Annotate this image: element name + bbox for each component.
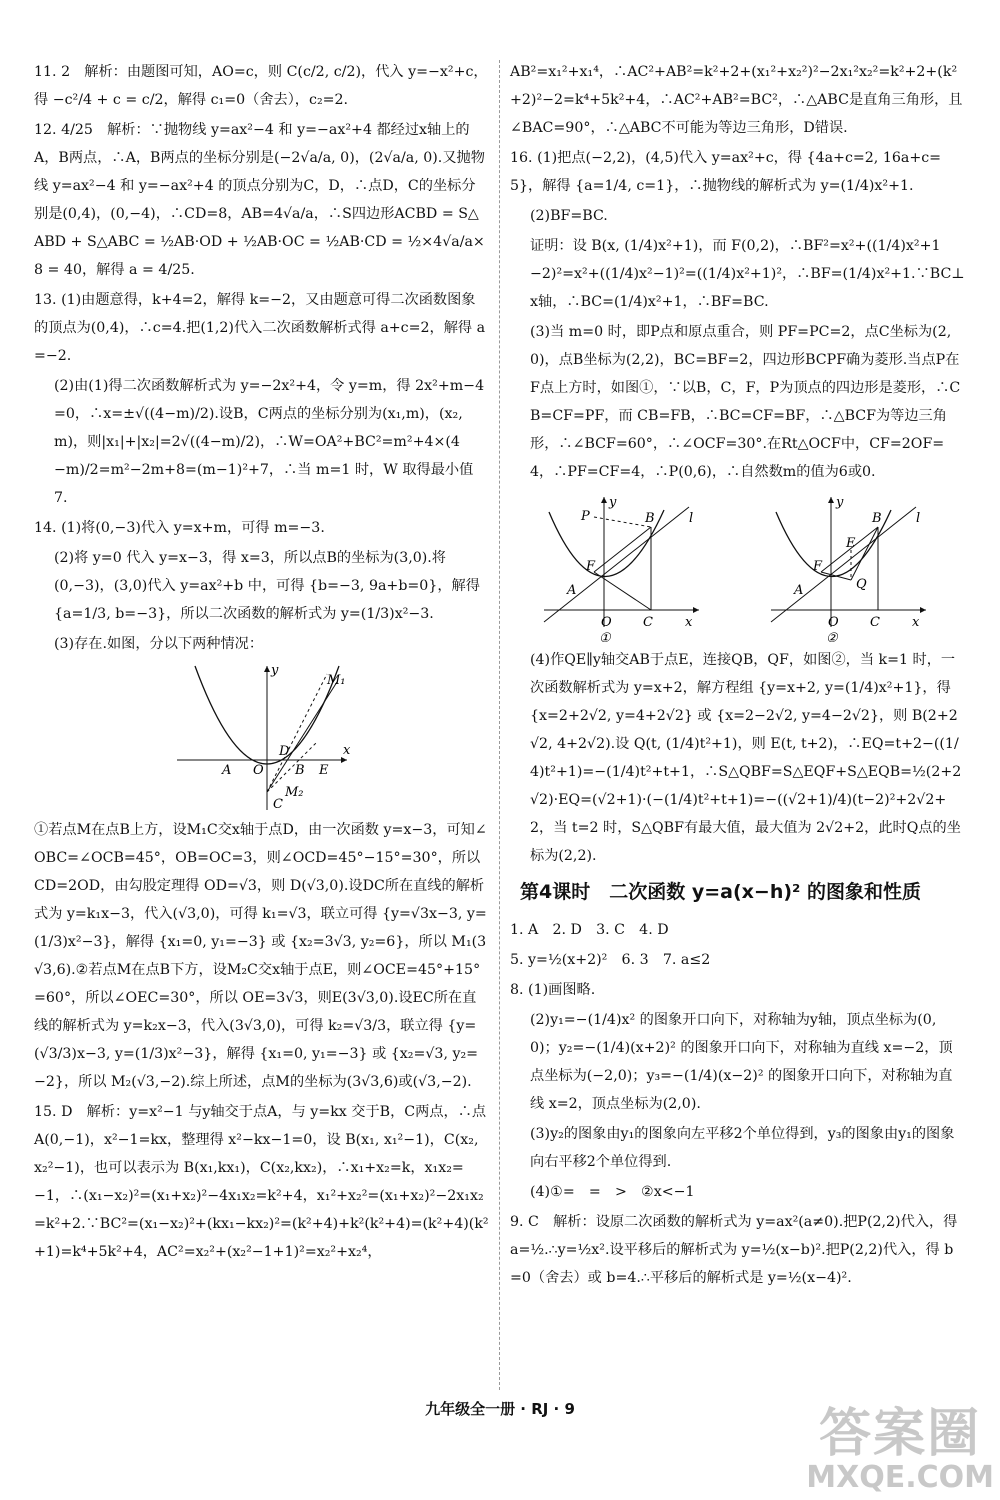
answer-11: 11. 2 解析：由题图可知，AO=c，则 C(c/2, c/2)，代入 y=−x²+c，得 −c²/4 + c = c/2，解得 c₁=0（舍去），c₂=2. [34, 64, 488, 108]
answer-15-cont: AB²=x₁²+x₁⁴，∴AC²+AB²=k²+2+(x₁²+x₂²)²−2x₁²x₂²=k²+2+(k²+2)²−2=k⁴+5k²+4，∴AC²+AB²=BC²，∴△ABC是直角三角形，且∠BAC=90°，∴△ABC不可能为等边三角形，D错误. [510, 64, 963, 136]
svg-text:E: E [318, 763, 328, 778]
answer-14-part3: ①若点M在点B上方，设M₁C交x轴于点D，由一次函数 y=x−3，可知∠OBC=∠OCB=45°，OB=OC=3，则∠OCD=45°−15°=30°，所以 CD=2OD，由勾股定理得 OD=√3，则 D(√3,0).设DC所在直线的解析式为 y=k₁x−3，代入(√3,0)，可得 k₁=√3，联立可得 {y=√3x−3, y=(1/3)x²−3}，解得 {x₁=0, y₁=−3} 或 {x₂=3√3, y₂=6}，所以 M₁(3√3,6).②若点M在点B下方，设M₂C交x轴于点E，则∠OCE=45°+15°=60°，所以∠OEC=30°，所以 OE=3√3，则E(3√3,0).设EC所在直线的解析式为 y=k₂x−3，代入(3√3,0)，可得 k₂=√3/3，联立得 {y=(√3/3)x−3, y=(1/3)x²−3}，解得 {x₁=0, y₁=−3} 或 {x₂=√3, y₂=−2}，所以 M₂(√3,−2).综上所述，点M的坐标为(3√3,6)或(√3,−2). [34, 822, 487, 1090]
answer-13-part1: 13. (1)由题意得，k+4=2，解得 k=−2，又由题意可得二次函数图象的顶点为(0,4)，∴c=4.把(1,2)代入二次函数解析式得 a+c=2，解得 a=−2. [34, 292, 486, 364]
svg-text:A: A [221, 763, 231, 778]
answer-14-part3-intro: (3)存在.如图，分以下两种情况： [54, 636, 264, 652]
figure-14-parabola [167, 662, 357, 812]
figure-1-label: ① [598, 631, 611, 642]
figure-2-label: ② [826, 631, 838, 642]
page-footer: 九年级全一册 · RJ · 9 [425, 1400, 575, 1418]
answer-13-part2: (2)由(1)得二次函数解析式为 y=−2x²+4，令 y=m，得 2x²+m−4=0，∴x=±√((4−m)/2).设B，C两点的坐标分别为(x₁,m)，(x₂,m)，则|x₁|+|x₂|=2√((4−m)/2)，∴W=OA²+BC²=m²+4×(4−m)/2=m²−2m+8=(m−1)²+7，∴当 m=1 时，W 取得最小值 7. [54, 378, 485, 506]
svg-text:y: y [836, 495, 844, 510]
svg-text:C: C [642, 615, 653, 630]
answer-16-part3: (3)当 m=0 时，即P点和原点重合，则 PF=PC=2，点C坐标为(2,0)，点B坐标为(2,2)，BC=BF=2，四边形BCPF确为菱形.当点P在F点上方时，如图①，∵以B，C，F，P为顶点的四边形是菱形，∴CB=CF=PF，而 CB=FB，∴BC=CF=BF，∴△BCF为等边三角形，∴∠BCF=60°，∴∠OCF=30°.在Rt△OCF中，CF=2OF=4，∴PF=CF=4，∴P(0,6)，∴自然数m的值为6或0. [530, 324, 961, 480]
svg-text:P: P [580, 509, 590, 524]
answer-12: 12. 4/25 解析：∵抛物线 y=ax²−4 和 y=−ax²+4 都经过x轴上的A，B两点，∴A，B两点的坐标分别是(−2√a/a, 0)，(2√a/a, 0).又抛物线 y=ax²−4 和 y=−ax²+4 的顶点分别为C，D，∴点D，C的坐标分别是(0,4)，(0,−4)，∴CD=8，AB=4√a/a，∴S四边形ACBD = S△ABD + S△ABC = ½AB·OD + ½AB·OC = ½AB·CD = ½×4√a/a×8 = 40，解得 a = 4/25. [34, 122, 485, 278]
answer-8-part4: (4)①= = > ②x<−1 [530, 1184, 695, 1200]
answer-8-part2: (2)y₁=−(1/4)x² 的图象开口向下，对称轴为y轴，顶点坐标为(0,0)；y₂=−(1/4)(x+2)² 的图象开口向下，对称轴为直线 x=−2，顶点坐标为(−2,0)；y₃=−(1/4)(x−2)² 的图象开口向下，对称轴为直线 x=2，顶点坐标为(2,0). [530, 1012, 953, 1112]
answer-14-part2: (2)将 y=0 代入 y=x−3，得 x=3，所以点B的坐标为(3,0).将(0,−3)，(3,0)代入 y=ax²+b 中，可得 {b=−3, 9a+b=0}，解得 {a=1/3, b=−3}，所以二次函数的解析式为 y=(1/3)x²−3. [54, 550, 480, 622]
svg-text:C: C [272, 797, 283, 812]
figure-16-2 [766, 492, 936, 642]
svg-text:x: x [912, 615, 920, 630]
svg-text:l: l [688, 511, 693, 526]
svg-text:E: E [846, 536, 856, 551]
lesson-title: 第4课时 二次函数 y=a(x−h)² 的图象和性质 [520, 881, 921, 903]
figure-16-row [510, 492, 965, 642]
column-divider [499, 60, 500, 1390]
svg-text:x: x [684, 615, 693, 630]
svg-text:A: A [566, 583, 577, 598]
svg-text:O: O [600, 615, 612, 630]
svg-text:Q: Q [856, 577, 867, 592]
answer-14-part1: 14. (1)将(0,−3)代入 y=x+m，可得 m=−3. [34, 520, 325, 536]
svg-text:O: O [828, 615, 839, 630]
watermark-text: 答案圈 [819, 1404, 982, 1464]
answer-15: 15. D 解析：y=x²−1 与y轴交于点A，与 y=kx 交于B，C两点，∴点A(0,−1)，x²−1=kx，整理得 x²−kx−1=0，设 B(x₁, x₁²−1)，C(x₂, x₂²−1)，也可以表示为 B(x₁,kx₁)，C(x₂,kx₂)，∴x₁+x₂=k，x₁x₂=−1，∴(x₁−x₂)²=(x₁+x₂)²−4x₁x₂=k²+4，x₁²+x₂²=(x₁+x₂)²−2x₁x₂=k²+2.∵BC²=(x₁−x₂)²+(kx₁−kx₂)²=(k²+4)+k²(k²+4)=(k²+4)(k²+1)=k⁴+5k²+4，AC²=x₂²+(x₂²−1+1)²=x₂²+x₂⁴， [34, 1104, 489, 1260]
svg-text:B: B [644, 511, 655, 526]
answer-16-part4: (4)作QE∥y轴交AB于点E，连接QB，QF，如图②，当 k=1 时，一次函数解析式为 y=x+2，解方程组 {y=x+2, y=(1/4)x²+1}，得 {x=2+2√2, y=4+2√2} 或 {x=2−2√2, y=4−2√2}，则 B(2+2√2, 4+2√2).设 Q(t, (1/4)t²+1)，则 E(t, t+2)，∴EQ=t+2−((1/4)t²+1)=−(1/4)t²+t+1，∴S△QBF=S△EQF+S△EQB=½(2+2√2)·EQ=(√2+1)·(−(1/4)t²+t+1)=−((√2+1)/4)(t−2)²+2√2+2，当 t=2 时，S△QBF有最大值，最大值为 2√2+2，此时Q点的坐标为(2,2). [530, 652, 962, 864]
svg-text:F: F [813, 559, 823, 574]
svg-text:x: x [342, 743, 350, 758]
svg-text:F: F [585, 559, 595, 574]
svg-text:B: B [872, 511, 882, 526]
answer-9: 9. C 解析：设原二次函数的解析式为 y=ax²(a≠0).把P(2,2)代入，得 a=½.∴y=½x².设平移后的解析式为 y=½(x−b)².把P(2,2)代入，得 b=0（舍去）或 b=4.∴平移后的解析式是 y=½(x−4)². [510, 1214, 958, 1286]
svg-text:D: D [278, 744, 289, 759]
answer-8-part1: 8. (1)画图略. [510, 982, 596, 998]
answer-16-proof: 证明：设 B(x, (1/4)x²+1)，而 F(0,2)，∴BF²=x²+((1/4)x²+1−2)²=x²+((1/4)x²−1)²=((1/4)x²+1)²，∴BF=(1/4)x²+1.∵BC⊥x轴，∴BC=(1/4)x²+1，∴BF=BC. [530, 238, 965, 310]
svg-text:M₂: M₂ [284, 785, 304, 800]
svg-text:l: l [916, 511, 921, 526]
figure-16-1 [539, 492, 709, 642]
watermark-url: MXQE.COM [806, 1460, 994, 1495]
answer-8-part3: (3)y₂的图象由y₁的图象向左平移2个单位得到，y₃的图象由y₁的图象向右平移2个单位得到. [530, 1126, 955, 1170]
svg-text:B: B [294, 763, 305, 778]
answer-16-part2: (2)BF=BC. [530, 208, 608, 224]
svg-text:y: y [608, 495, 617, 510]
svg-text:C: C [870, 615, 881, 630]
svg-text:M₁: M₁ [326, 673, 346, 688]
answers-5-7: 5. y=½(x+2)² 6. 3 7. a≤2 [510, 952, 711, 968]
svg-text:y: y [270, 663, 278, 678]
right-column [510, 58, 965, 1294]
watermark-logo [806, 1406, 994, 1494]
answer-16-part1: 16. (1)把点(−2,2)，(4,5)代入 y=ax²+c，得 {4a+c=2, 16a+c=5}，解得 {a=1/4, c=1}，∴抛物线的解析式为 y=(1/4)x²+1. [510, 150, 942, 194]
left-column [34, 58, 489, 1268]
svg-text:A: A [794, 583, 804, 598]
svg-text:O: O [252, 763, 264, 778]
answers-1-4: 1. A 2. D 3. C 4. D [510, 922, 669, 938]
